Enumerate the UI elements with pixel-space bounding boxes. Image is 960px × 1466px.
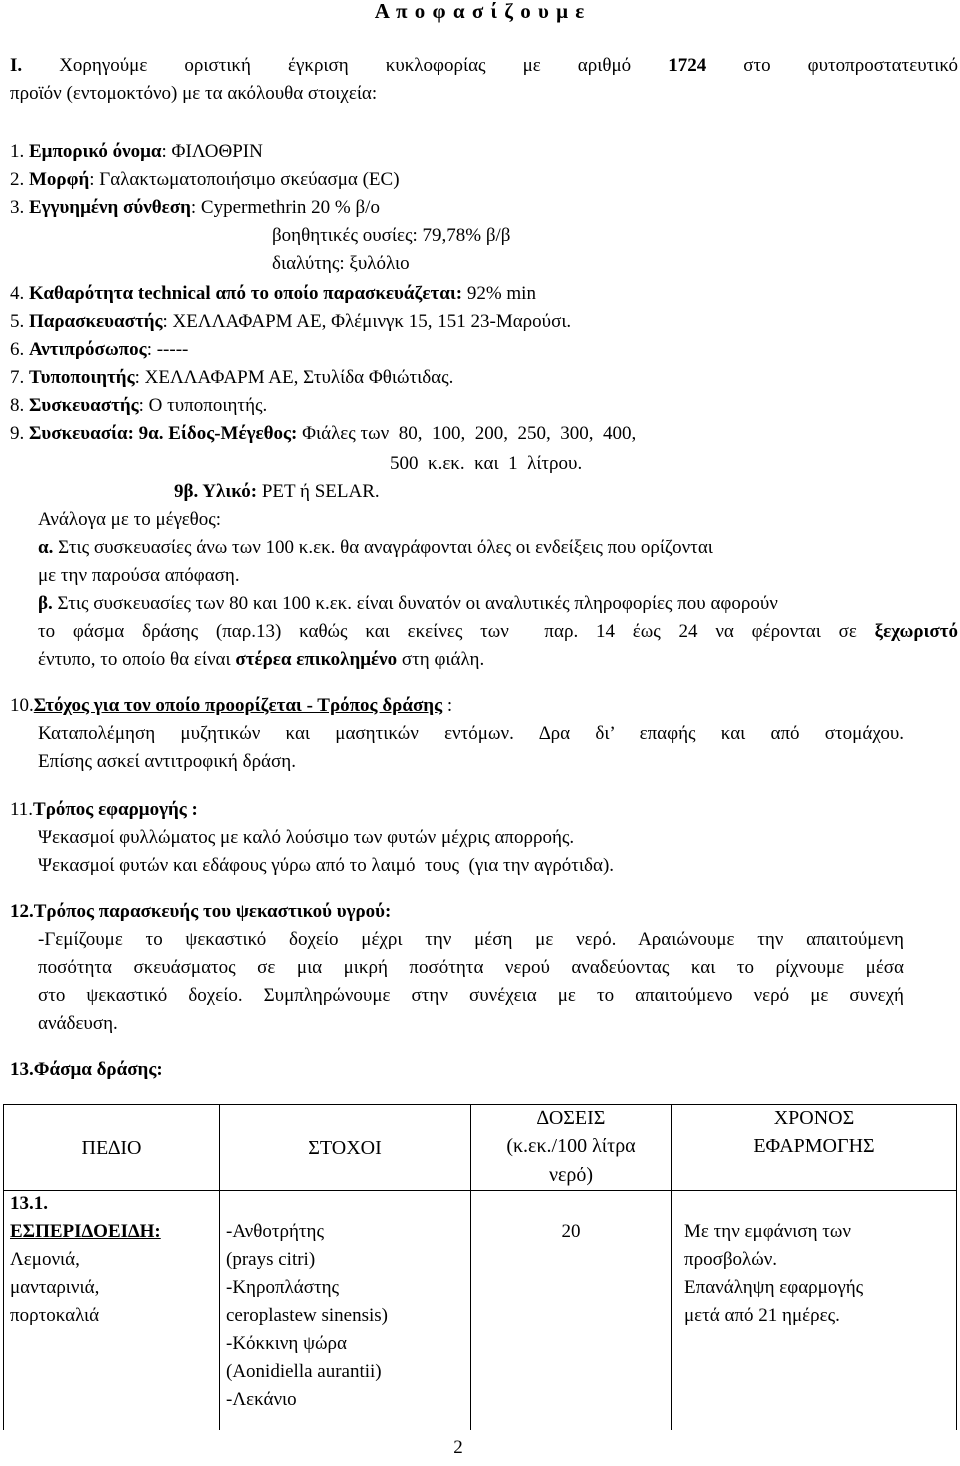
target-line: (prays citri) [226, 1249, 316, 1270]
item-9b-label: 9β. Υλικό: [174, 481, 258, 502]
target-line: -Κόκκινη ψώρα [226, 1333, 347, 1354]
section-13-label: Φάσμα δράσης: [33, 1059, 163, 1080]
time-line: Με την εμφάνιση των [684, 1221, 851, 1242]
header-field: ΠΕ∆ΙΟ [81, 1137, 142, 1159]
item-8: 8. Συσκευαστής: Ο τυποποιητής. [10, 395, 268, 416]
section-10-label: Στόχος για τον οποίο προορίζεται - Τρόπος δράσης [33, 695, 443, 716]
section-10-line2: Επίσης ασκεί αντιτροφική δράση. [38, 751, 296, 772]
item-9b [174, 478, 380, 507]
item-5: 5. Παρασκευαστής: ΧΕΛΛΑΦΑΡΜ ΑΕ, Φλέμινγκ 15, 151 23-Μαρούσι. [10, 311, 572, 332]
section-10-line1: Καταπολέμηση μυζητικών και μασητικών εντόμων. ∆ρα δι’ επαφής και από στομάχου. [38, 723, 904, 744]
item-9-beta-cont2: έντυπο, το οποίο θα είναι στέρεα επικολημένο στη φιάλη. [38, 649, 485, 670]
item-6: 6. Αντιπρόσωπος: ----- [10, 339, 189, 360]
item-3-label: Εγγυημένη σύνθεση [29, 197, 191, 218]
item-3-value: : Cypermethrin 20 % β/ο [190, 197, 380, 218]
separate-bold: ξεχωριστό [874, 621, 958, 642]
firmly-attached-bold: στέρεα επικολημένο [235, 649, 398, 670]
item-5-label: Παρασκευαστής [29, 311, 163, 332]
target-line: -Ανθοτρήτης [226, 1221, 324, 1242]
item-9: 9. Συσκευασία: 9α. Είδος-Μέγεθος: Φιάλες των 80, 100, 200, 250, 300, 400, [10, 423, 637, 444]
field-line: μανταρινιά, [10, 1277, 100, 1298]
item-4-value: 92% min [466, 283, 536, 304]
item-1-label: Εμπορικό όνομα [29, 141, 162, 162]
item-9b-value: PET ή SELAR. [261, 481, 380, 502]
section-12-line2: ποσότητα σκευάσματος σε μια μικρή ποσότητα νερού αναδεύοντας και το ρίχνουμε μέσα [38, 957, 904, 978]
section1-text: Χορηγούμε οριστική έγκριση κυκλοφορίας με αριθμό [59, 55, 632, 76]
table-border-right [956, 1104, 957, 1430]
item-2-value: : Γαλακτωματοποιήσιμο σκεύασμα (EC) [89, 169, 400, 190]
item-3-sub2: διαλύτης: ξυλόλιο [272, 253, 410, 274]
time-line: προσβολών. [684, 1249, 778, 1270]
target-line: -Λεκάνιο [226, 1389, 297, 1410]
item-1-value: : ΦΙΛΟΘΡΙΝ [161, 141, 263, 162]
header-doses-3: νερό) [548, 1164, 594, 1186]
item-2: 2. Μορφή: Γαλακτωματοποιήσιμο σκεύασμα (EC) [10, 169, 400, 190]
page-number: 2 [453, 1437, 463, 1458]
section1-line1 [10, 52, 958, 81]
item-9a: : 9α. [127, 423, 164, 444]
section1-text-end: στο φυτοπροστατευτικό [743, 55, 959, 76]
item-6-value: : ----- [146, 339, 189, 360]
header-doses-2: (κ.εκ./100 λίτρα [506, 1135, 636, 1157]
header-time-2: ΕΦΑΡΜΟΓΗΣ [753, 1135, 875, 1157]
section-12-heading: 12.Τρόπος παρασκευής του ψεκαστικού υγρού: [10, 901, 392, 922]
section-11-label: Τρόπος εφαρμογής : [33, 799, 198, 820]
section-11-heading: 11.Τρόπος εφαρμογής : [10, 799, 198, 820]
item-7-value: : ΧΕΛΛΑΦΑΡΜ ΑΕ, Στυλίδα Φθιώτιδας. [134, 367, 454, 388]
item-5-value: : ΧΕΛΛΑΦΑΡΜ ΑΕ, Φλέμινγκ 15, 151 23-Μαρούσι. [162, 311, 572, 332]
item-9-sizes2: 500 κ.εκ. και 1 λίτρου. [390, 453, 583, 474]
dose-value: 20 [561, 1221, 581, 1242]
item-2-label: Μορφή [29, 169, 90, 190]
item-4-label: Καθαρότητα technical από το οποίο παρασκευάζεται: [29, 283, 463, 304]
target-line: -Κηροπλάστης [226, 1277, 340, 1298]
table-header-divider [3, 1190, 957, 1191]
field-line: πορτοκαλιά [10, 1305, 100, 1326]
section-10-heading: 10.Στόχος για τον οποίο προορίζεται - Τρόπος δράσης : [10, 695, 453, 716]
header-time-1: ΧΡΟΝΟΣ [773, 1107, 855, 1129]
section-11-line2: Ψεκασμοί φυτών και εδάφους γύρω από το λαιμό τους (για την αγρότιδα). [38, 855, 615, 876]
section-12-line3: στο ψεκαστικό δοχείο. Συμπληρώνουμε στην συνέχεια με το απαιτούμενο νερό με συνεχή [38, 985, 904, 1006]
field-number: 13.1. [10, 1193, 48, 1214]
item-9-beta-cont: το φάσμα δράσης (παρ.13) καθώς και εκείνες των παρ. 14 έως 24 να φέρονται σε ξεχωριστό [38, 621, 958, 642]
item-9-alpha: α. Στις συσκευασίες άνω των 100 κ.εκ. θα αναγράφονται όλες οι ενδείξεις που ορίζονται [38, 537, 713, 558]
header-doses-1: ∆ΟΣΕΙΣ [536, 1107, 606, 1129]
field-title: ΕΣΠΕΡΙ∆ΟΕΙ∆Η: [10, 1221, 161, 1242]
item-8-label: Συσκευαστής [29, 395, 139, 416]
section1-roman: I. [10, 55, 23, 76]
item-4: 4. Καθαρότητα technical από το οποίο παρασκευάζεται: 92% min [10, 283, 536, 304]
section-12-line4: ανάδευση. [38, 1013, 118, 1034]
item-9-sizes: Φιάλες των 80, 100, 200, 250, 300, 400, [302, 423, 637, 444]
item-3-sub1: βοηθητικές ουσίες: 79,78% β/β [272, 225, 511, 246]
page-title: Α π ο φ α σ ί ζ ο υ μ ε [374, 0, 586, 23]
item-9-beta: β. Στις συσκευασίες των 80 και 100 κ.εκ. είναι δυνατόν οι αναλυτικές πληροφορίες που αφορούν [38, 593, 778, 614]
section-11-line1: Ψεκασμοί φυλλώματος με καλό λούσιμο των φυτών μέχρις απορροής. [38, 827, 575, 848]
header-targets: ΣΤΟΧΟΙ [308, 1137, 382, 1159]
item-8-value: : Ο τυποποιητής. [138, 395, 268, 416]
section1-line2: προϊόν (εντομοκτόνο) με τα ακόλουθα στοιχεία: [10, 83, 378, 104]
time-line: Επανάληψη εφαρμογής [684, 1277, 864, 1298]
item-6-label: Αντιπρόσωπος [29, 339, 147, 360]
section-13-heading: 13.Φάσμα δράσης: [10, 1059, 163, 1080]
section-12-line1: -Γεμίζουμε το ψεκαστικό δοχείο μέχρι την μέση με νερό. Αραιώνουμε την απαιτούμενη [38, 929, 904, 950]
item-9-alpha-cont: με την παρούσα απόφαση. [38, 565, 240, 586]
time-line: μετά από 21 ημέρες. [684, 1305, 840, 1326]
approval-number: 1724 [668, 55, 707, 76]
target-line: (Aonidiella aurantii) [226, 1361, 382, 1382]
item-1: 1. Εμπορικό όνομα: ΦΙΛΟΘΡΙΝ [10, 141, 263, 162]
item-9-label: Συσκευασία [29, 423, 128, 444]
item-3: 3. Εγγυημένη σύνθεση: Cypermethrin 20 % β/ο [10, 197, 380, 218]
item-9-note: Ανάλογα με το μέγεθος: [38, 509, 222, 530]
item-7: 7. Τυποποιητής: ΧΕΛΛΑΦΑΡΜ ΑΕ, Στυλίδα Φθιώτιδας. [10, 367, 454, 388]
target-line: ceroplastew sinensis) [226, 1305, 388, 1326]
item-9-size-label: Είδος-Μέγεθος: [168, 423, 298, 444]
field-line: Λεμονιά, [10, 1249, 80, 1270]
section-12-label: Τρόπος παρασκευής του ψεκαστικού υγρού: [33, 901, 392, 922]
item-7-label: Τυποποιητής [29, 367, 135, 388]
